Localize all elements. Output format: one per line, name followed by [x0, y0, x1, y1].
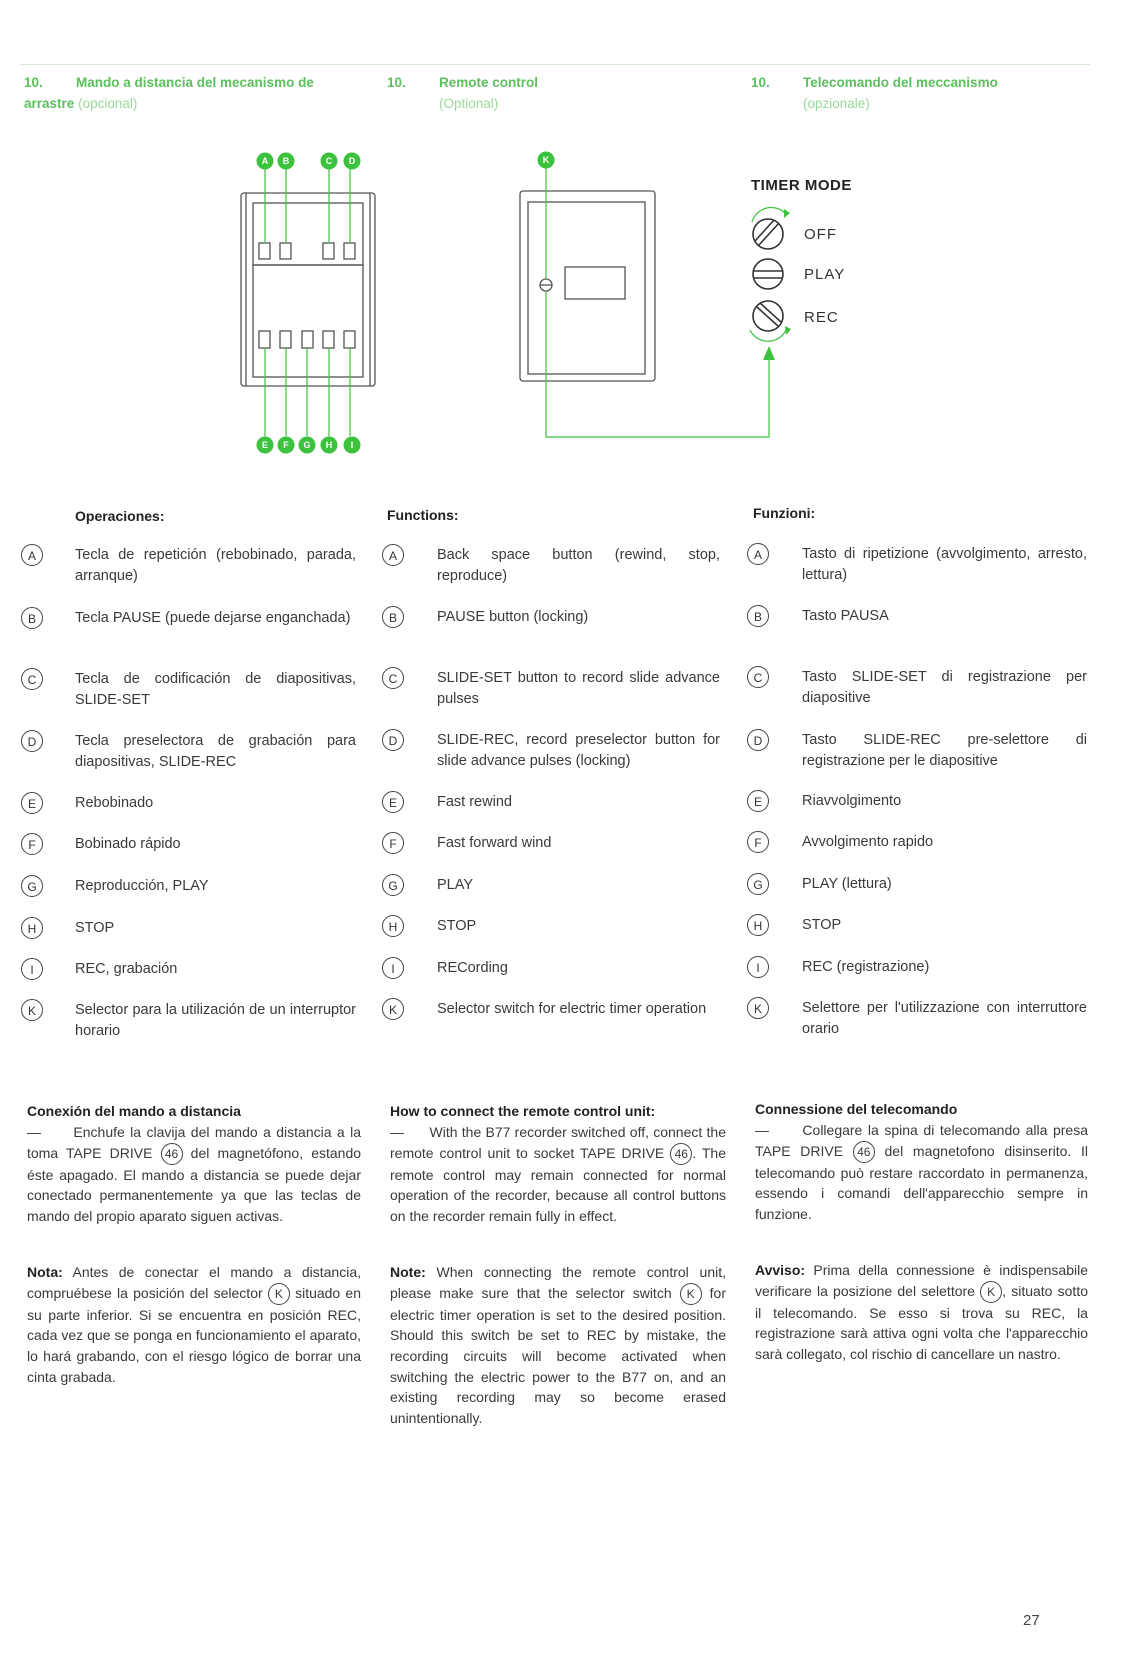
key-circle: G [747, 873, 769, 895]
remote-front-lower-panel [253, 265, 363, 377]
marker-b-label: B [282, 156, 290, 166]
marker-e-label: E [261, 440, 269, 450]
list-item: A Back space button (rewind, stop, reproduce) [382, 545, 720, 589]
ref-46-icon: 46 [161, 1143, 183, 1165]
remote-front-body [241, 193, 375, 386]
marker-g-label: G [303, 440, 311, 450]
button-f-shape [280, 331, 291, 348]
key-circle: F [21, 833, 43, 855]
play-mode-icon [753, 259, 783, 289]
list-item: K Selector switch for electric timer operation [382, 999, 720, 1043]
marker-k-label: K [542, 155, 550, 165]
connect-title-en: How to connect the remote control unit: [390, 1103, 656, 1119]
key-circle: F [747, 831, 769, 853]
button-c-shape [323, 243, 334, 259]
button-g-shape [302, 331, 313, 348]
connect-text-es: — Enchufe la clavija del mando a distancia a la toma TAPE DRIVE 46 del magnetófono, estando éste apagado. El mando a distancia se puede dejar conectado permanentemente ya que las teclas de mando del propio aparato siguen activas. [27, 1124, 362, 1225]
key-circle: K [747, 997, 769, 1019]
marker-i-label: I [350, 440, 354, 450]
timer-mode-rec: REC [804, 309, 839, 326]
timer-mode-play: PLAY [804, 266, 846, 283]
button-i-shape [344, 331, 355, 348]
list-item: E Riavvolgimento [747, 791, 1087, 815]
page-number: 27 [1023, 1612, 1040, 1629]
key-circle: H [382, 915, 404, 937]
list-item: K Selector para la utilización de un interruptor horario [21, 1000, 356, 1044]
key-circle: B [21, 607, 43, 629]
connect-text-en: — With the B77 recorder switched off, connect the remote control unit to socket TAPE DRIVE 46 . The remote control may remain connected for normal operation of the recorder, because all control buttons on the recorder remain fully in effect. [390, 1124, 726, 1225]
arrow-up-icon [763, 346, 775, 360]
list-item: H STOP [747, 915, 1087, 939]
key-circle: B [747, 605, 769, 627]
header-es: 10. Mando a distancia del mecanismo de arrastre (opcional) [24, 75, 314, 111]
list-item: I REC, grabación [21, 959, 356, 983]
list-item: I RECording [382, 958, 720, 982]
key-circle: E [747, 790, 769, 812]
list-item: F Bobinado rápido [21, 834, 356, 858]
marker-c-label: C [325, 156, 333, 166]
list-item: E Rebobinado [21, 793, 356, 817]
note-en: Note: When connecting the remote control unit, please make sure that the selector switch K for electric timer operation is set to the desired position. Should this switch be set to REC by mistake, the recording circuits will become activated when switching the electric power to the B77 on, and an existing recording may so become erased unintentionally. [390, 1264, 727, 1426]
key-circle: C [21, 668, 43, 690]
heading-operaciones: Operaciones: [75, 508, 165, 524]
key-circle: G [21, 875, 43, 897]
key-circle: K [382, 998, 404, 1020]
button-b-shape [280, 243, 291, 259]
key-circle: C [382, 667, 404, 689]
list-item: A Tecla de repetición (rebobinado, parada, arranque) [21, 545, 356, 589]
ref-46-icon: 46 [670, 1143, 692, 1165]
heading-funzioni: Funzioni: [753, 505, 816, 521]
button-a-shape [259, 243, 270, 259]
button-h-shape [323, 331, 334, 348]
remote-control-diagram [0, 0, 1139, 470]
connect-text-it: — Collegare la spina di telecomando alla presa TAPE DRIVE 46 del magnetofono disinserito. Il telecomando può restare raccordato in permanenza, essendo i comandi dell'apparecchio sempre in funzione. [755, 1122, 1089, 1223]
list-item: H STOP [21, 918, 356, 942]
header-en: 10. Remote control (Optional) [387, 75, 539, 111]
note-it: Avviso: Prima della connessione è indispensabile verificare la posizione del selettore K , situato sotto il telecomando. Se esso si trova su REC, la registrazione sarà attiva ogni volta che l'apparecchio sarà collegato, col rischio di cancellare un nastro. [755, 1262, 1089, 1363]
list-item: D SLIDE-REC, record preselector button for slide advance pulses (locking) [382, 730, 720, 774]
remote-rear-label-plate [565, 267, 625, 299]
list-item: I REC (registrazione) [747, 957, 1087, 981]
key-circle: A [382, 544, 404, 566]
marker-a-label: A [261, 156, 269, 166]
list-item: G Reproducción, PLAY [21, 876, 356, 900]
list-item: E Fast rewind [382, 792, 720, 816]
list-item: H STOP [382, 916, 720, 940]
key-circle: A [747, 543, 769, 565]
key-circle: I [382, 957, 404, 979]
key-circle: D [747, 729, 769, 751]
key-circle: D [382, 729, 404, 751]
list-item: C SLIDE-SET button to record slide advance pulses [382, 668, 720, 712]
key-circle: C [747, 666, 769, 688]
ref-k-icon: K [680, 1283, 702, 1305]
key-circle: B [382, 606, 404, 628]
button-d-shape [344, 243, 355, 259]
key-circle: H [747, 914, 769, 936]
connect-title-it: Connessione del telecomando [755, 1101, 958, 1117]
marker-d-label: D [348, 156, 356, 166]
marker-h-label: H [325, 440, 333, 450]
list-item: B Tecla PAUSE (puede dejarse enganchada) [21, 608, 356, 652]
list-item: F Fast forward wind [382, 833, 720, 857]
key-circle: K [21, 999, 43, 1021]
key-circle: I [21, 958, 43, 980]
key-circle: I [747, 956, 769, 978]
key-circle: E [382, 791, 404, 813]
list-item: A Tasto di ripetizione (avvolgimento, arresto, lettura) [747, 544, 1087, 588]
heading-functions: Functions: [387, 507, 459, 523]
timer-mode-off: OFF [804, 226, 837, 243]
key-circle: H [21, 917, 43, 939]
marker-f-label: F [283, 440, 289, 450]
key-circle: F [382, 832, 404, 854]
key-circle: G [382, 874, 404, 896]
key-circle: D [21, 730, 43, 752]
timer-mode-title: TIMER MODE [751, 177, 852, 194]
connect-title-es: Conexión del mando a distancia [27, 1103, 241, 1119]
ref-k-icon: K [980, 1281, 1002, 1303]
ref-k-icon: K [268, 1283, 290, 1305]
list-item: C Tecla de codificación de diapositivas, SLIDE-SET [21, 669, 356, 713]
list-item: F Avvolgimento rapido [747, 832, 1087, 856]
list-item: G PLAY (lettura) [747, 874, 1087, 898]
header-it: 10. Telecomando del meccanismo (opzionale) [751, 75, 998, 111]
key-circle: E [21, 792, 43, 814]
list-item: K Selettore per l'utilizzazione con interruttore orario [747, 998, 1087, 1042]
list-item: B PAUSE button (locking) [382, 607, 720, 631]
button-e-shape [259, 331, 270, 348]
note-es: Nota: Antes de conectar el mando a distancia, compruébese la posición del selector K situado en su parte inferior. Si se encuentra en posición REC, cada vez que se ponga en funcionamiento el aparato, lo hará grabando, con el riesgo lógico de borrar una cinta grabada. [27, 1264, 362, 1385]
list-item: C Tasto SLIDE-SET di registrazione per diapositive [747, 667, 1087, 711]
key-circle: A [21, 544, 43, 566]
list-item: G PLAY [382, 875, 720, 899]
ref-46-icon: 46 [853, 1141, 875, 1163]
list-item: B Tasto PAUSA [747, 606, 1087, 630]
list-item: D Tecla preselectora de grabación para diapositivas, SLIDE-REC [21, 731, 356, 775]
list-item: D Tasto SLIDE-REC pre-selettore di registrazione per le diapositive [747, 730, 1087, 774]
